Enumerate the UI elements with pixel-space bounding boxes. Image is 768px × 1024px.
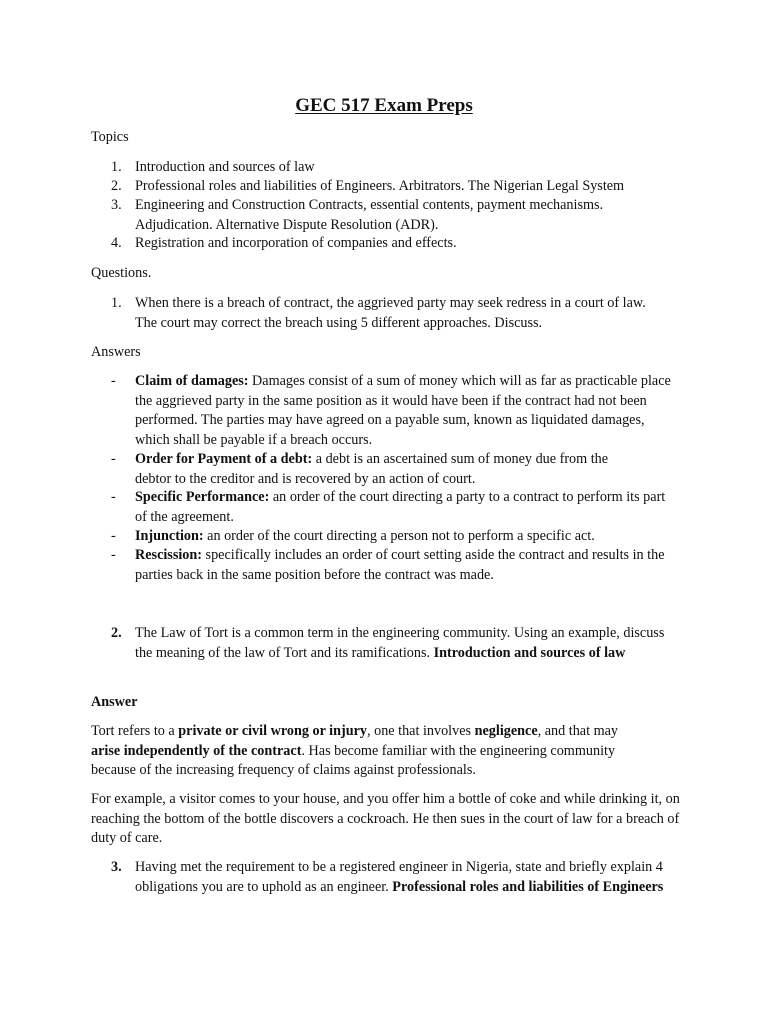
- topic-item: [91, 196, 691, 235]
- question-text: The Law of Tort is a common term in the engineering community. Using an example, discuss the meaning of the law of Tort and its ramifications.: [135, 625, 665, 661]
- question-2: [91, 624, 691, 663]
- list-number: 1.: [111, 295, 122, 311]
- dash-bullet: -: [111, 373, 116, 389]
- question-3: [91, 858, 691, 897]
- answers-heading: Answers: [91, 344, 141, 360]
- topic-text: Professional roles and liabilities of Engineers. Arbitrators. The Nigerian Legal System: [135, 178, 625, 194]
- answer-heading: Answer: [91, 694, 138, 710]
- answer-term: Claim of damages:: [135, 373, 249, 389]
- answer-term: Rescission:: [135, 547, 202, 563]
- answer-text: an order of the court directing a party to a contract to perform its part of the agreement.: [135, 489, 666, 525]
- questions-heading: Questions.: [91, 265, 152, 281]
- answer-text: specifically includes an order of court setting aside the contract and results in the parties back in the same position before the contract was made.: [135, 547, 665, 583]
- topic-text: Engineering and Construction Contracts, essential contents, payment mechanisms. Adjudication. Alternative Dispute Resolution (ADR).: [135, 197, 604, 233]
- topic-item: [91, 158, 691, 178]
- question-topic: Professional roles and liabilities of Engineers: [392, 878, 664, 895]
- dash-bullet: -: [111, 528, 116, 544]
- answer-item: [91, 488, 691, 527]
- question-1: [91, 294, 691, 333]
- answer-term: Specific Performance:: [135, 489, 270, 505]
- topic-item: [91, 177, 691, 197]
- answer-text: a debt is an ascertained sum of money due from the debtor to the creditor and is recovered by an action of court.: [135, 451, 609, 487]
- tort-definition: Tort refers to a private or civil wrong or injury, one that involves negligence, and that may arise independently of the contract. Has become familiar with the engineering community because of the increasing frequency of claims against professionals.: [91, 723, 619, 778]
- topics-heading: Topics: [91, 129, 129, 145]
- list-number: 2.: [111, 625, 122, 641]
- question-text: Having met the requirement to be a registered engineer in Nigeria, state and briefly explain 4 obligations you are to uphold as an engineer.: [135, 859, 663, 895]
- list-number: 3.: [111, 197, 122, 213]
- topic-text: Registration and incorporation of companies and effects.: [135, 235, 457, 251]
- tort-example: For example, a visitor comes to your house, and you offer him a bottle of coke and while drinking it, on reaching the bottom of the bottle discovers a cockroach. He then sues in the court of law for a breach of duty of care.: [91, 791, 680, 846]
- answer-item: [91, 527, 691, 547]
- answer-text: Damages consist of a sum of money which will as far as practicable place the aggrieved party in the same position as it would have been if the contract had not been performed. The parties may have agreed on a payable sum, known as liquidated damages, which shall be payable if a breach occurs.: [135, 373, 671, 448]
- answer-term: Injunction:: [135, 528, 204, 544]
- question-topic: Introduction and sources of law: [433, 644, 626, 661]
- answer-term: Order for Payment of a debt:: [135, 451, 313, 467]
- dash-bullet: -: [111, 451, 116, 467]
- document-title: GEC 517 Exam Preps: [295, 95, 473, 116]
- answer-text: an order of the court directing a person not to perform a specific act.: [203, 528, 595, 544]
- answer-item: [91, 450, 691, 489]
- topic-text: Introduction and sources of law: [135, 159, 315, 175]
- list-number: 3.: [111, 859, 122, 875]
- answer-item: [91, 372, 691, 450]
- dash-bullet: -: [111, 489, 116, 505]
- question-text: When there is a breach of contract, the aggrieved party may seek redress in a court of law. The court may correct the breach using 5 different approaches. Discuss.: [135, 295, 646, 331]
- answer-item: [91, 546, 691, 585]
- list-number: 4.: [111, 235, 122, 251]
- list-number: 1.: [111, 159, 122, 175]
- list-number: 2.: [111, 178, 122, 194]
- dash-bullet: -: [111, 547, 116, 563]
- topic-item: [91, 234, 691, 254]
